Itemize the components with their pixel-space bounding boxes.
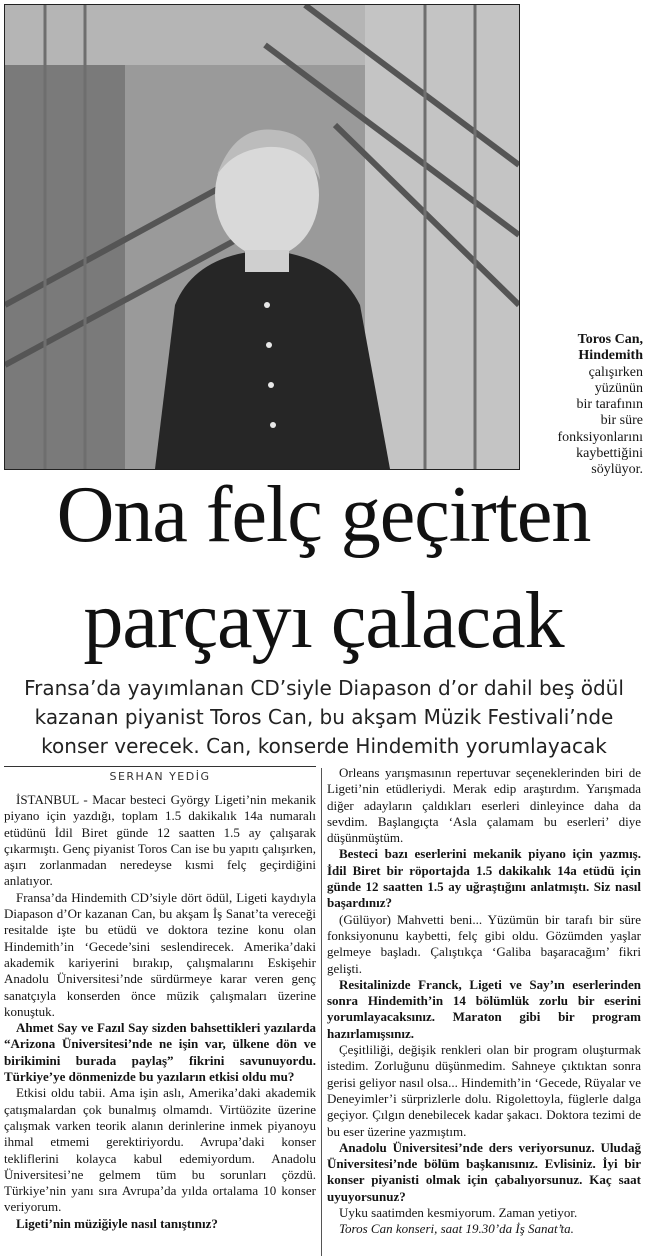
interview-question: Ahmet Say ve Fazıl Say sizden bahsettikleri yazılarda “Arizona Üniversitesi’nde ne işin var, ülkene dön ve birikimini burada paylaş” fikrini savunuyordu. Türkiye’ye dönmenizde bu yazıların etkisi oldu mu? — [4, 1020, 316, 1085]
caption-line: Toros Can, — [577, 332, 643, 347]
headline-line-1: Ona felç geçirten — [56, 471, 591, 559]
subheadline — [4, 674, 644, 761]
interview-question: Anadolu Üniversitesi’nde ders veriyorsunuz. Uludağ Üniversitesi’nde bölüm başkanısınız. Evlisiniz. İyi bir konser piyanisti olmak için çabalıyorsunuz. Kaç saat uyuyorsunuz? — [327, 1139, 641, 1204]
article-paragraph: (Gülüyor) Mahvetti beni... Yüzümün bir tarafı bir süre fonksiyonunu kaybetti, felç gibi oldu. Gözümden yaşlar gelmeye başladı. Çalıştıkça ‘Galiba başaracağım’ fikri gelişti. — [327, 911, 641, 976]
caption-line: yüzünün — [594, 380, 643, 396]
interview-question: Resitalinizde Franck, Ligeti ve Say’ın eserlerinden sonra Hindemith’in 14 bölümlük zorlu bir eserini yorumlayacaksınız. Maraton gibi bir program hazırlamışsınız. — [327, 976, 641, 1041]
caption-line: çalışırken — [588, 364, 643, 380]
article-paragraph: İSTANBUL - Macar besteci György Ligeti’nin mekanik piyano için yazdığı, toplam 1.5 dakikalık 14a numaralı etüdünü İdil Biret günde 12 saatten 1.5 ay çalışarak çıkarmıştı. Genç piyanist Toros Can ise bu yapıtı çalışırken, aşırı zorlanmadan neredeyse kısmi felç geçirdiğini anlatıyor. — [4, 792, 316, 889]
article-paragraph: Uyku saatimden kesmiyorum. Zaman yetiyor. — [339, 1205, 578, 1221]
caption-line: bir süre — [600, 413, 643, 429]
caption-line: söylüyor. — [591, 462, 643, 478]
interview-question: Besteci bazı eserlerini mekanik piyano için yazmış. İdil Biret bir röportajda 1.5 dakikalık 14a etüdü için günde 12 saatten 1.5 ay uğraştığını anlatmıştı. Siz nasıl başardınız? — [327, 846, 641, 911]
portrait-illustration — [5, 5, 519, 469]
caption-line: bir tarafının — [576, 397, 643, 413]
article-column-right — [327, 765, 641, 1238]
headline-line-2: parçayı çalacak — [83, 577, 564, 665]
caption-line: kaybettiğini — [576, 446, 643, 462]
caption-line: Hindemith — [578, 348, 643, 364]
subheadline-line: Fransa’da yayımlanan CD’siyle Diapason d’or dahil beş ödül — [24, 676, 624, 700]
article-paragraph: Etkisi oldu tabii. Ama işin aslı, Amerika’daki akademik çatışmalardan çok bunalmış olmamdı. Virtüözite üzerine çalışmak varken teorik alanın derinlerine inmek piyanoyu ihmal etmemi gerektiriyordu. Avrupa’daki konser tekliflerini kolayca kabul edemiyordum. Anadolu Üniversitesi’ne gelmem tüm bu sorunları çözdü. Türkiye’nin yanı sıra Avrupa’da yılda ortalama 10 konser veriyorum. — [4, 1085, 316, 1215]
subheadline-line: konser verecek. Can, konserde Hindemith yorumlayacak — [41, 734, 607, 758]
article-photo — [4, 4, 520, 470]
concert-credit: Toros Can konseri, saat 19.30’da İş Sanat’ta. — [339, 1221, 574, 1237]
article-paragraph: Fransa’da Hindemith CD’siyle dört ödül, Ligeti kaydıyla Diapason d’Or kazanan Can, bu akşam İş Sanat’ta vereceği resitalde işte bu etüdü ve doktora tezine konu olan Hindemith’in ‘Gecede’sini seslendirecek. Amerika’daki akademik kariyerini bırakıp, çalışmalarını Eskişehir Anadolu Üniversitesi’nde sürdürmeye karar veren genç sanatçıyla konserden önce müzik çalışmaları üzerine konuştuk. — [4, 889, 316, 1019]
article-paragraph: Orleans yarışmasının repertuvar seçeneklerinden biri de Ligeti’nin etüdleriydi. Merak edip araştırdım. Yarışmada diğer adayların çaldıkları eserleri dinleyince daha da sevdim. Başlangıçta ‘Asla çalamam bu eserleri’ diye düşünmüştüm. — [327, 765, 641, 846]
byline: SERHAN YEDİG — [109, 770, 211, 783]
subheadline-line: kazanan piyanist Toros Can, bu akşam Müzik Festivali’nde — [34, 705, 614, 729]
byline-divider — [4, 766, 316, 767]
article-column-left — [4, 792, 316, 1232]
interview-question: Ligeti’nin müziğiyle nasıl tanıştınız? — [16, 1215, 218, 1231]
article-paragraph: Çeşitliliği, değişik renkleri olan bir program oluşturmak istedim. Zorluğunu düşünmedim. Sahneye çıktıktan sonra gerisi geliyor nasıl olsa... Hindemith’in ‘Gecede, Rüyalar ve Deneyimler’i sürprizlerle dolu. Rigolettoyla, füglerle dalga geçiyor. Çılgın denebilecek kadar şakacı. Doktora tezimi de bu eser üzerine yazmıştım. — [327, 1042, 641, 1139]
caption-line: fonksiyonlarını — [557, 429, 643, 445]
column-divider — [321, 768, 322, 1256]
photo-caption — [527, 332, 643, 479]
